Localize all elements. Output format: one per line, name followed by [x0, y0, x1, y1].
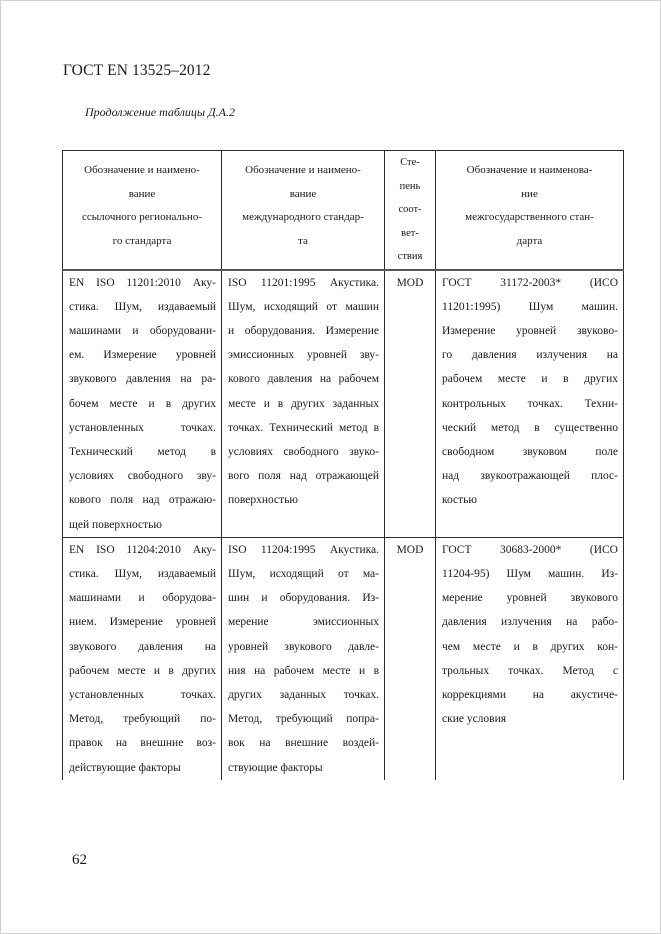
cell-text-line: звукового давления на ра-	[69, 373, 216, 386]
cell-text-line: действующие факторы	[69, 761, 181, 774]
cell-text-line: вого поля над отражающей	[228, 470, 379, 483]
cell-interstate-standard	[436, 537, 624, 780]
cell-text-line: ствующие факторы	[228, 761, 323, 774]
cell-text-line: давления излучения на рабо-	[442, 616, 618, 629]
cell-text-line: Метод, требующий попра-	[228, 713, 379, 726]
cell-text-line: EN ISO 11201:2010 Аку-	[69, 276, 216, 289]
cell-degree-of-conformity: MOD	[385, 270, 436, 538]
cell-text-line: го стандарта	[112, 234, 172, 247]
cell-text-line: над звукоотражающей плос-	[442, 470, 618, 483]
cell-text-line: ГОСТ 31172-2003* (ИСО	[442, 276, 618, 289]
table-row	[63, 270, 624, 538]
cell-text-line: месте и в других заданных	[228, 397, 379, 410]
cell-text-line: ние	[521, 187, 538, 200]
standards-table	[62, 150, 624, 780]
cell-text-line: 11201:1995) Шум машин.	[442, 300, 618, 313]
cell-degree-of-conformity: MOD	[385, 537, 436, 780]
table-header-row	[63, 151, 624, 270]
cell-text-line: го давления излучения на	[442, 349, 618, 362]
cell-text-line: межгосударственного стан-	[465, 211, 594, 224]
cell-regional-standard	[63, 537, 222, 780]
cell-text-line: других заданных точках.	[228, 688, 379, 701]
cell-text-line: пень	[399, 180, 421, 192]
cell-regional-standard	[63, 270, 222, 538]
cell-text-line: ем. Измерение уровней	[69, 349, 216, 362]
cell-text-line: кового поля над отражаю-	[69, 494, 216, 507]
cell-text-line: та	[298, 234, 308, 247]
cell-text-line: ские условия	[442, 713, 507, 726]
cell-text-line: Сте-	[400, 157, 420, 168]
cell-text-line: 11204-95) Шум машин. Из-	[442, 567, 618, 580]
cell-text-line: коррекциями на акустиче-	[442, 688, 618, 701]
cell-text-line: вание	[128, 187, 156, 200]
cell-text-line: Обозначение и наимено-	[245, 164, 361, 176]
cell-text-line: контрольных точках. Техни-	[442, 397, 618, 410]
cell-text-line: ГОСТ 30683-2000* (ИСО	[442, 543, 618, 556]
header-degree-of-conformity	[385, 151, 436, 270]
cell-text-line: поверхностью	[228, 494, 299, 507]
header-interstate-standard	[436, 151, 624, 270]
cell-text-line: шин и оборудования. Из-	[228, 592, 379, 605]
cell-text-line: ческий метод в существенно	[442, 421, 618, 434]
cell-text-line: ния на рабочем месте и в	[228, 664, 379, 677]
cell-text-line: точках. Технический метод в	[228, 421, 379, 434]
table-caption: Продолжение таблицы Д.А.2	[85, 105, 235, 119]
cell-text-line: ствия	[397, 251, 423, 262]
cell-text-line: машинами и оборудова-	[69, 592, 216, 605]
cell-text-line: рабочем месте и в других	[442, 373, 618, 386]
cell-text-line: и оборудования. Измерение	[228, 324, 379, 337]
cell-text-line: вет-	[401, 227, 419, 239]
cell-text-line: чем месте и в других кон-	[442, 640, 618, 653]
page-number: 62	[72, 852, 87, 868]
cell-text-line: трольных точках. Метод с	[442, 664, 618, 677]
cell-text-line: Технический метод в	[69, 445, 216, 458]
cell-text-line: Шум, исходящий от машин	[228, 300, 379, 313]
cell-text-line: правок на внешние воз-	[69, 737, 216, 750]
cell-text-line: условиях свободного зву-	[69, 470, 216, 483]
cell-text-line: свободном звуковом поле	[442, 445, 618, 458]
cell-text-line: дарта	[516, 234, 543, 247]
cell-text-line: стика. Шум, издаваемый	[69, 300, 216, 313]
cell-text-line: EN ISO 11204:2010 Аку-	[69, 543, 216, 556]
cell-text-line: условиях свободного звуко-	[228, 445, 379, 458]
cell-text-line: Измерение уровней звуково-	[442, 324, 618, 337]
header-regional-standard	[63, 151, 222, 270]
cell-text-line: стика. Шум, издаваемый	[69, 567, 216, 580]
cell-text-line: ISO 11204:1995 Акустика.	[228, 543, 379, 556]
document-title: ГОСТ EN 13525–2012	[63, 62, 211, 79]
cell-international-standard	[222, 537, 385, 780]
header-international-standard	[222, 151, 385, 270]
cell-text-line: костью	[442, 494, 478, 507]
cell-international-standard	[222, 270, 385, 538]
cell-text-line: Обозначение и наименова-	[466, 164, 593, 176]
cell-text-line: щей поверхностью	[69, 518, 163, 531]
cell-text-line: бочем месте и в других	[69, 397, 216, 410]
cell-text-line: Шум, исходящий от ма-	[228, 567, 379, 580]
cell-text-line: мерение эмиссионных	[228, 616, 379, 629]
cell-text-line: вок на внешние воздей-	[228, 737, 379, 750]
cell-text-line: ссылочного регионально-	[82, 211, 202, 224]
cell-text-line: уровней звукового давле-	[228, 640, 379, 653]
cell-text-line: эмиссионных уровней зву-	[228, 349, 379, 362]
cell-text-line: рабочем месте и в других	[69, 664, 216, 677]
table-row	[63, 537, 624, 780]
cell-text-line: кового давления на рабочем	[228, 373, 379, 386]
cell-text-line: установленных точках.	[69, 421, 216, 434]
cell-text-line: соот-	[398, 204, 422, 215]
cell-text-line: машинами и оборудовани-	[69, 324, 216, 337]
cell-text-line: Обозначение и наимено-	[84, 164, 200, 176]
cell-interstate-standard	[436, 270, 624, 538]
cell-text-line: вание	[289, 187, 317, 200]
cell-text-line: нием. Измерение уровней	[69, 616, 216, 629]
cell-text-line: международного стандар-	[242, 211, 364, 224]
cell-text-line: установленных точках.	[69, 688, 216, 701]
cell-text-line: Метод, требующий по-	[69, 713, 216, 726]
cell-text-line: мерение уровней звукового	[442, 592, 618, 605]
cell-text-line: ISO 11201:1995 Акустика.	[228, 276, 379, 289]
cell-text-line: звукового давления на	[69, 640, 216, 653]
